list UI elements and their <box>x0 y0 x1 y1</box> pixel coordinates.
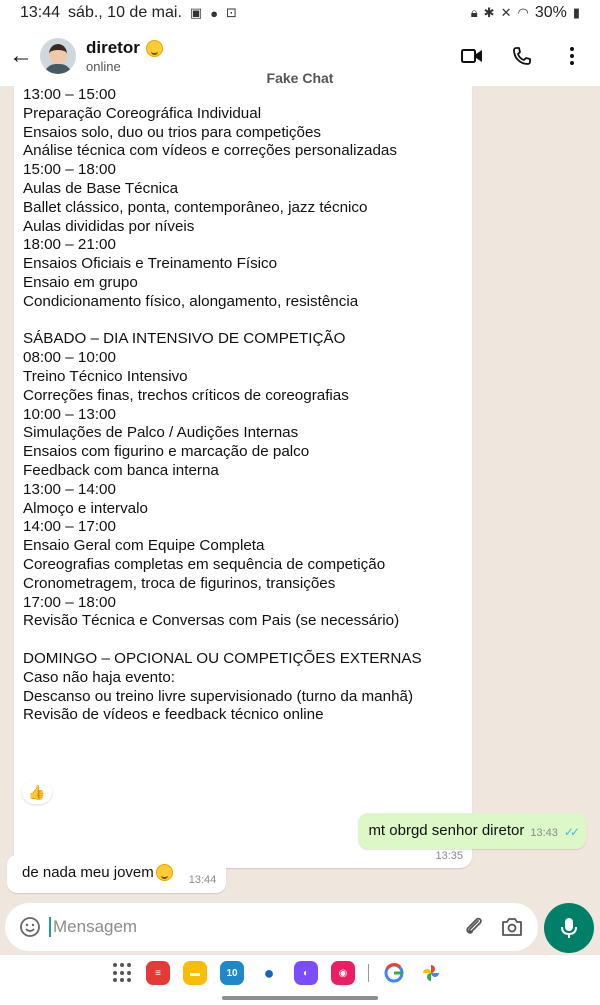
message-text: de nada meu jovem <box>22 864 154 881</box>
avatar-head <box>49 44 67 64</box>
battery-percent: 30% <box>534 4 567 21</box>
messages-app-icon[interactable]: ● <box>257 961 281 985</box>
dock-separator <box>368 964 369 982</box>
message-line: 08:00 – 10:00 <box>23 349 116 367</box>
video-call-icon[interactable] <box>460 44 484 68</box>
message-line: 14:00 – 17:00 <box>23 518 116 536</box>
outgoing-message[interactable] <box>358 813 586 849</box>
message-line: Aulas de Base Técnica <box>23 179 179 197</box>
message-line: Condicionamento físico, alongamento, resistência <box>23 292 359 310</box>
status-bar <box>0 0 600 26</box>
message-line <box>23 631 463 650</box>
read-ticks-icon: ✓✓ <box>563 825 576 839</box>
lock-icon: 🔒︎ <box>470 5 478 20</box>
google-app-icon[interactable] <box>382 961 406 985</box>
camera-icon[interactable] <box>500 915 524 939</box>
status-date: sáb., 10 de mai. <box>68 4 182 21</box>
pinterest-notification-icon: ● <box>210 5 219 21</box>
message-line: Ballet clássico, ponta, contemporâneo, jazz técnico <box>23 198 368 216</box>
message-line: Descanso ou treino livre supervisionado (turno da manhã) <box>23 687 414 705</box>
message-line: Feedback com banca interna <box>23 461 219 479</box>
message-line: 15:00 – 18:00 <box>23 161 116 179</box>
message-line: SÁBADO – DIA INTENSIVO DE COMPETIÇÃO <box>23 330 346 348</box>
app-dock <box>113 961 443 985</box>
camera-app-icon[interactable]: ◉ <box>331 961 355 985</box>
microphone-button[interactable] <box>544 903 594 953</box>
message-line: Ensaio Geral com Equipe Completa <box>23 537 265 555</box>
message-line: Revisão Técnica e Conversas com Pais (se necessário) <box>23 612 400 630</box>
message-line: Análise técnica com vídeos e correções personalizadas <box>23 142 397 160</box>
incoming-message[interactable] <box>7 855 226 893</box>
message-time: 13:43 <box>530 827 558 839</box>
message-time: 13:44 <box>188 874 217 886</box>
message-line: 18:00 – 21:00 <box>23 236 116 254</box>
status-right <box>471 4 580 22</box>
navigation-bar <box>0 955 600 1005</box>
screenshot-notification-icon: ⊡ <box>226 5 237 20</box>
contact-name-row <box>86 38 163 58</box>
message-line: Treino Técnico Intensivo <box>23 367 188 385</box>
mute-icon: ✕ <box>500 5 512 20</box>
message-text: mt obrgd senhor diretor <box>368 822 525 839</box>
header-actions <box>460 44 584 68</box>
avatar[interactable] <box>40 38 76 74</box>
chat-area[interactable] <box>0 86 600 904</box>
back-arrow-icon[interactable]: ← <box>9 42 33 69</box>
more-options-icon[interactable] <box>560 44 584 68</box>
message-time: 13:35 <box>435 850 463 862</box>
contact-name: diretor <box>86 38 140 57</box>
message-line: Ensaios com figurino e marcação de palco <box>23 443 310 461</box>
message-text <box>23 86 463 725</box>
battery-icon: ▮ <box>572 5 580 20</box>
browser-app-icon[interactable]: ◐ <box>294 961 318 985</box>
attach-icon[interactable] <box>462 915 486 939</box>
message-input[interactable] <box>49 917 448 937</box>
message-line: Caso não haja evento: <box>23 668 175 686</box>
message-line: Almoço e intervalo <box>23 499 148 517</box>
app-drawer-icon[interactable] <box>113 963 133 983</box>
message-line: 17:00 – 18:00 <box>23 593 116 611</box>
message-line: Ensaios solo, duo ou trios para competições <box>23 123 322 141</box>
gallery-notification-icon: ▣ <box>189 5 203 20</box>
thumbs-up-reaction-icon[interactable]: 👍 <box>22 780 52 804</box>
message-line: Aulas divididas por níveis <box>23 217 195 235</box>
contact-info[interactable] <box>86 38 163 74</box>
message-line <box>23 312 463 331</box>
home-gesture-bar[interactable] <box>222 996 378 1000</box>
wifi-icon: ◠ <box>517 5 529 20</box>
message-line: 10:00 – 13:00 <box>23 405 116 423</box>
microphone-icon <box>559 916 579 940</box>
emoji-icon[interactable] <box>19 916 41 938</box>
status-left <box>20 4 237 22</box>
message-line: 13:00 – 14:00 <box>23 480 116 498</box>
status-time: 13:44 <box>20 4 61 21</box>
message-line: Cronometragem, troca de figurinos, transições <box>23 574 336 592</box>
message-line: Ensaios Oficiais e Treinamento Físico <box>23 255 278 273</box>
message-line: Simulações de Palco / Audições Internas <box>23 424 299 442</box>
bluetooth-icon: ✱ <box>483 5 495 20</box>
message-line: Revisão de vídeos e feedback técnico online <box>23 706 324 724</box>
message-text-row <box>22 864 173 881</box>
message-composer <box>5 903 538 951</box>
message-line: 13:00 – 15:00 <box>23 86 116 103</box>
calendar-app-icon[interactable] <box>220 961 244 985</box>
message-line: Ensaio em grupo <box>23 273 138 291</box>
voice-call-icon[interactable] <box>510 44 534 68</box>
calendar-day: 10 <box>226 967 238 979</box>
photos-app-icon[interactable] <box>419 961 443 985</box>
smiling-face-emoji-icon <box>156 864 173 881</box>
incoming-message-schedule[interactable] <box>14 86 472 868</box>
message-line: Coreografias completas em sequência de competição <box>23 555 386 573</box>
upside-down-face-emoji-icon <box>146 40 163 57</box>
files-app-icon[interactable]: ▬ <box>183 961 207 985</box>
fake-chat-label: Fake Chat <box>266 70 334 86</box>
notes-app-icon[interactable]: ≡ <box>146 961 170 985</box>
contact-status: online <box>86 59 121 74</box>
message-line: Correções finas, trechos críticos de coreografias <box>23 386 349 404</box>
message-line: Preparação Coreográfica Individual <box>23 104 262 122</box>
message-line: DOMINGO – OPCIONAL OU COMPETIÇÕES EXTERNAS <box>23 649 422 667</box>
